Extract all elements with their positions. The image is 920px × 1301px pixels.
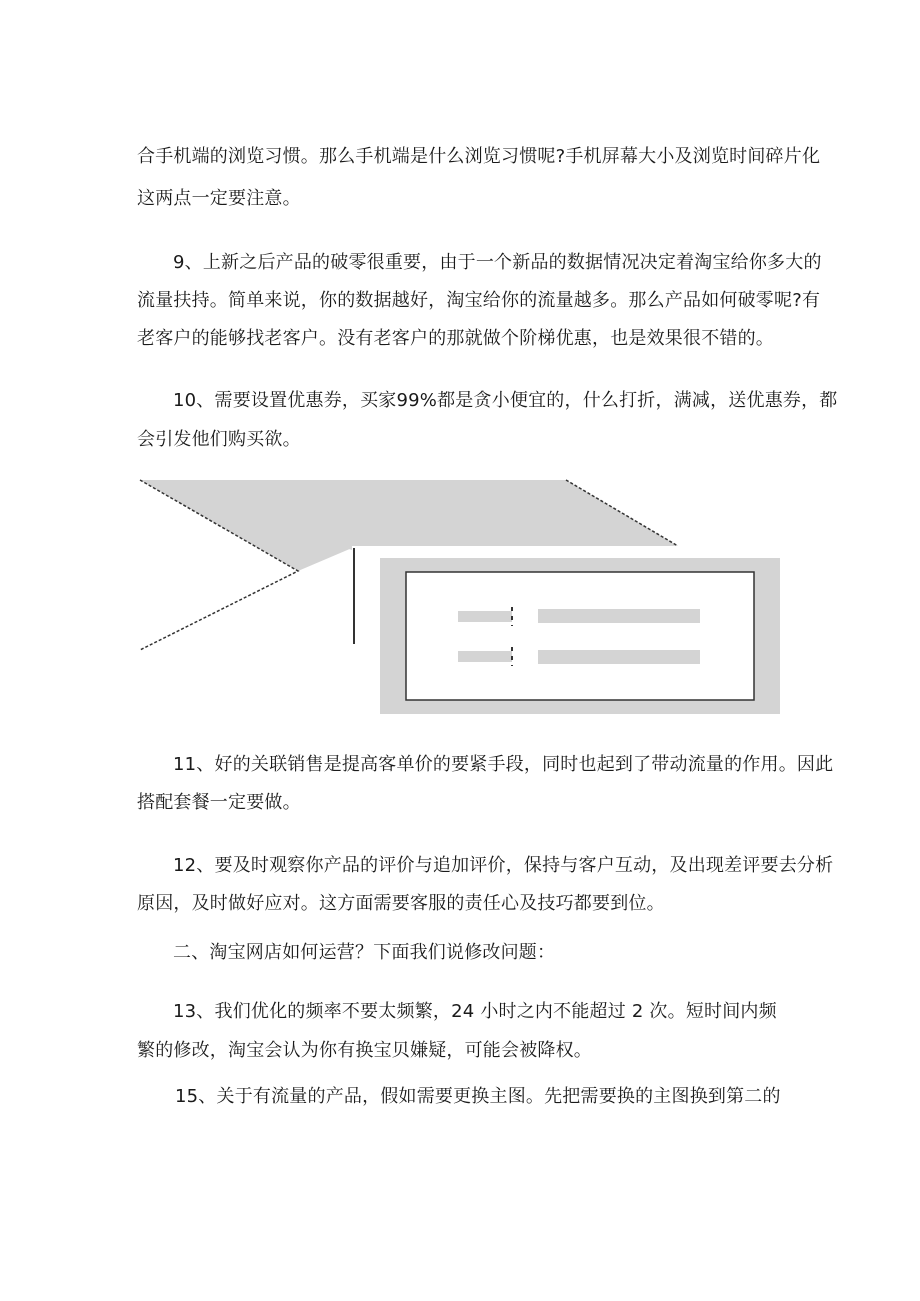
text-line: 这两点一定要注意。 (137, 188, 301, 209)
text-line: 会引发他们购买欲。 (137, 429, 301, 450)
text-line: 15、关于有流量的产品，假如需要更换主图。先把需要换的主图换到第二的 (175, 1086, 781, 1107)
field-value-bar (538, 609, 700, 623)
text-line: 合手机端的浏览习惯。那么手机端是什么浏览习惯呢?手机屏幕大小及浏览时间碎片化 (137, 146, 821, 167)
section-heading: 二、淘宝网店如何运营？下面我们说修改问题： (173, 942, 556, 963)
text-line: 搭配套餐一定要做。 (137, 792, 301, 813)
text-line: 老客户的能够找老客户。没有老客户的那就做个阶梯优惠，也是效果很不错的。 (137, 328, 774, 349)
frame-inner (406, 572, 754, 700)
text-line: 13、我们优化的频率不要太频繁，24 小时之内不能超过 2 次。短时间内频 (173, 1001, 777, 1022)
text-line: 流量扶持。简单来说，你的数据越好，淘宝给你的流量越多。那么产品如何破零呢?有 (137, 290, 821, 311)
field-label-bar (458, 611, 512, 622)
text-line: 9、上新之后产品的破零很重要，由于一个新品的数据情况决定着淘宝给你多大的 (173, 252, 822, 273)
text-line: 原因，及时做好应对。这方面需要客服的责任心及技巧都要到位。 (137, 893, 665, 914)
text-line: 10、需要设置优惠券，买家99%都是贪小便宜的，什么打折，满减，送优惠券，都 (173, 390, 838, 411)
text-line: 11、好的关联销售是提高客单价的要紧手段，同时也起到了带动流量的作用。因此 (173, 754, 834, 775)
text-line: 12、要及时观察你产品的评价与追加评价，保持与客户互动，及出现差评要去分析 (173, 855, 834, 876)
decorative-figure (138, 478, 782, 716)
text-line: 繁的修改，淘宝会认为你有换宝贝嫌疑，可能会被降权。 (137, 1040, 592, 1061)
field-label-bar (458, 651, 512, 662)
field-value-bar (538, 650, 700, 664)
